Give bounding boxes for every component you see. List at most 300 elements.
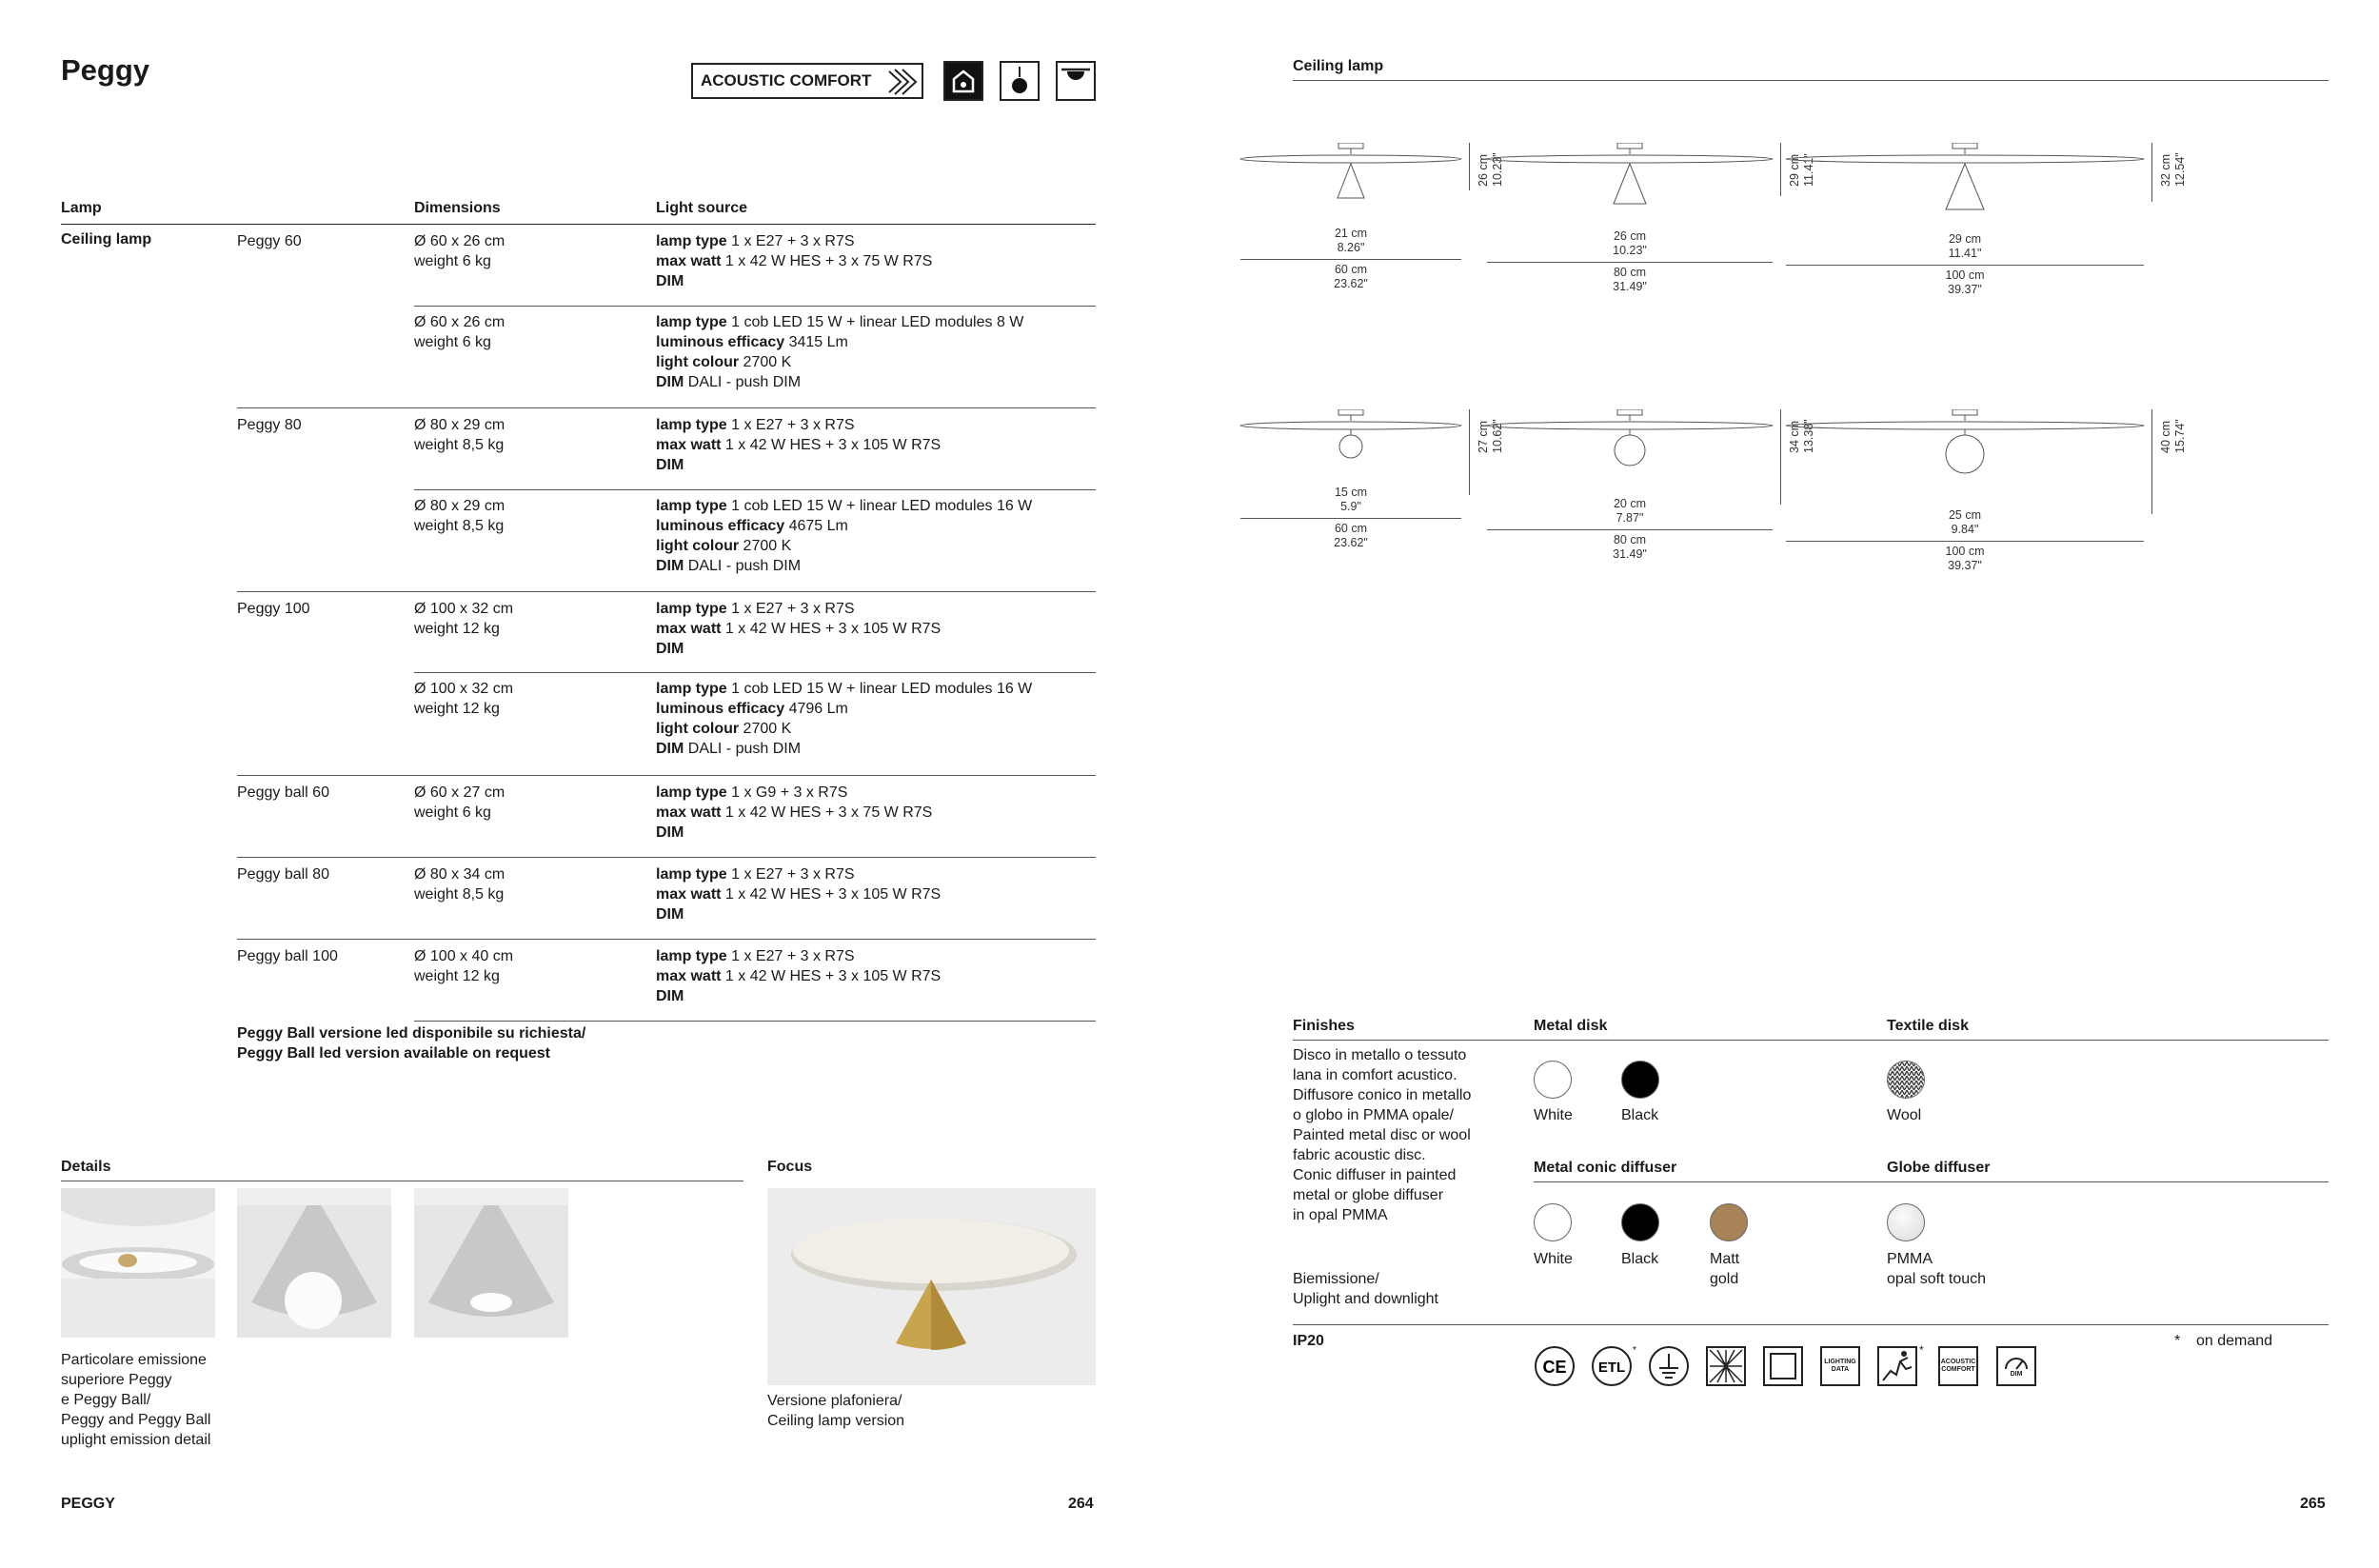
spec-line <box>656 536 1032 556</box>
spec-line <box>656 823 932 843</box>
spec-key: light colour <box>656 721 740 737</box>
emission-note <box>1293 1269 1438 1309</box>
dimensions-line: weight 12 kg <box>414 701 500 717</box>
acoustic-comfort-cert-icon: ACOUSTIC COMFORT <box>1938 1346 1978 1386</box>
shade-dimension <box>1573 229 1687 258</box>
spec-value: 1 cob LED 15 W + linear LED modules 8 W <box>726 314 1024 330</box>
spec-line <box>656 966 941 986</box>
shade-dimension-value: 8.26" <box>1337 241 1365 254</box>
spec-line <box>656 679 1032 699</box>
spec-value: 1 x E27 + 3 x R7S <box>726 866 855 883</box>
asterisk-mark: * <box>1919 1343 1924 1357</box>
details-caption-line: superiore Peggy <box>61 1372 172 1388</box>
spec-key: lamp type <box>656 784 727 801</box>
cone-shade <box>1946 164 1984 209</box>
disk <box>1487 155 1773 163</box>
led-note <box>237 1023 585 1063</box>
ceiling-mount-icon <box>1056 61 1096 101</box>
swatch-label: White <box>1534 1107 1573 1123</box>
on-demand-note: on demand <box>2196 1333 2273 1349</box>
table-row-rule <box>237 407 1096 408</box>
spec-line <box>656 904 941 924</box>
disk <box>1240 422 1461 429</box>
textile-disk-heading: Textile disk <box>1887 1018 1969 1034</box>
spec-key: DIM <box>656 273 684 289</box>
page-title: Peggy <box>61 53 150 87</box>
canopy <box>1617 143 1642 149</box>
spec-key: luminous efficacy <box>656 518 785 534</box>
led-note-line-1: Peggy Ball versione led disponibile su richiesta/ <box>237 1025 586 1042</box>
spec-line <box>656 884 941 904</box>
spec-value: DALI - push DIM <box>684 374 802 390</box>
model-name: Peggy ball 100 <box>237 948 338 964</box>
light-source-cell <box>656 599 941 659</box>
spec-key: DIM <box>656 741 684 757</box>
lighting-data-icon: LIGHTING DATA <box>1820 1346 1860 1386</box>
model-name: Peggy ball 80 <box>237 866 329 883</box>
spec-value: 1 x E27 + 3 x R7S <box>726 948 855 964</box>
globe-shade <box>1615 435 1645 466</box>
dimensions-line: Ø 100 x 32 cm <box>414 681 514 697</box>
finishes-description-line: o globo in PMMA opale/ <box>1293 1107 1454 1123</box>
spec-value: 1 x G9 + 3 x R7S <box>726 784 848 801</box>
canopy <box>1338 143 1363 149</box>
spec-key: DIM <box>656 374 684 390</box>
spec-key: max watt <box>656 886 722 903</box>
spec-value: 4675 Lm <box>784 518 848 534</box>
swatch-metal-disk-white[interactable] <box>1534 1061 1572 1099</box>
dimensions-cell <box>414 415 505 455</box>
height-dimension-value: 10.23" <box>1491 152 1504 187</box>
spec-line <box>656 415 941 435</box>
height-dimension <box>2159 419 2188 453</box>
dimensions-cell <box>414 231 505 271</box>
spec-key: lamp type <box>656 866 727 883</box>
spec-key: max watt <box>656 968 722 984</box>
swatch-label-line: PMMA <box>1887 1251 1933 1267</box>
dimensions-line: weight 12 kg <box>414 968 500 984</box>
spec-line <box>656 619 941 639</box>
shade-dimension-value: 9.84" <box>1951 523 1979 536</box>
spec-line <box>656 639 941 659</box>
diameter-dimension-value: 100 cm <box>1945 268 1985 282</box>
dimensions-line: Ø 100 x 40 cm <box>414 948 514 964</box>
ip-rating: IP20 <box>1293 1333 1324 1349</box>
spec-value: 1 x 42 W HES + 3 x 105 W R7S <box>721 437 942 453</box>
light-source-cell <box>656 864 941 924</box>
spec-key: lamp type <box>656 498 727 514</box>
table-row-rule <box>237 591 1096 592</box>
spec-key: max watt <box>656 437 722 453</box>
spec-key: lamp type <box>656 233 727 249</box>
dimensions-line: Ø 60 x 26 cm <box>414 233 506 249</box>
height-dimension-value: 12.54" <box>2173 152 2187 187</box>
dimensions-cell <box>414 679 513 719</box>
canopy <box>1953 409 1977 415</box>
height-dimension-value: 34 cm <box>1788 420 1801 453</box>
dimensions-line: weight 12 kg <box>414 621 500 637</box>
height-dimension-line <box>2151 409 2152 514</box>
diameter-dimension-value: 39.37" <box>1948 283 1982 296</box>
spec-line <box>656 699 1032 719</box>
dimensions-line: Ø 100 x 32 cm <box>414 601 514 617</box>
spec-value: 1 x E27 + 3 x R7S <box>726 417 855 433</box>
spec-line <box>656 496 1032 516</box>
dimensions-line: Ø 60 x 26 cm <box>414 314 506 330</box>
spec-value: 1 x E27 + 3 x R7S <box>726 233 855 249</box>
swatch-label: Black <box>1621 1251 1659 1267</box>
height-dimension-value: 32 cm <box>2159 153 2172 187</box>
spec-value: 2700 K <box>739 538 792 554</box>
spec-line <box>656 864 941 884</box>
spec-value: 1 x 42 W HES + 3 x 75 W R7S <box>721 253 933 269</box>
canopy <box>1617 409 1642 415</box>
details-caption-line: e Peggy Ball/ <box>61 1392 151 1408</box>
led-note-line-2: Peggy Ball led version available on request <box>237 1045 551 1062</box>
spec-line <box>656 455 941 475</box>
swatch-label-line: opal soft touch <box>1887 1271 1987 1287</box>
etl-listed-icon <box>1591 1345 1636 1387</box>
spec-line <box>656 783 932 803</box>
globe-shade <box>1339 435 1362 458</box>
spec-key: lamp type <box>656 948 727 964</box>
ce-mark-icon <box>1534 1345 1576 1387</box>
dimensions-line: weight 6 kg <box>414 804 491 821</box>
svg-text:ETL: ETL <box>1597 1360 1626 1376</box>
shade-dimension <box>1294 227 1408 255</box>
focus-caption <box>767 1391 904 1431</box>
height-dimension-value: 40 cm <box>2159 420 2172 453</box>
model-name: Peggy 80 <box>237 417 302 433</box>
dimensions-line: weight 6 kg <box>414 253 491 269</box>
spec-line <box>656 332 1023 352</box>
light-source-cell <box>656 231 932 291</box>
height-dimension-value: 26 cm <box>1477 153 1490 187</box>
spec-line <box>656 231 932 251</box>
shade-dimension-value: 26 cm <box>1613 229 1647 243</box>
dimensions-line: Ø 80 x 29 cm <box>414 498 506 514</box>
sound-waves-icon <box>885 68 918 96</box>
light-source-cell <box>656 679 1032 759</box>
diameter-dimension-value: 80 cm <box>1613 533 1647 546</box>
class-1-ground-icon <box>1648 1345 1690 1387</box>
spec-key: lamp type <box>656 601 727 617</box>
spec-key: luminous efficacy <box>656 334 785 350</box>
diameter-dimension-line <box>1487 529 1773 530</box>
height-dimension-value: 15.74" <box>2173 419 2187 453</box>
spec-line <box>656 599 941 619</box>
shade-dimension <box>1908 508 2022 537</box>
dimensions-line: Ø 80 x 29 cm <box>414 417 506 433</box>
class-2-insulation-icon <box>1763 1346 1803 1386</box>
drawings-heading: Ceiling lamp <box>1293 58 1384 74</box>
dimensions-line: Ø 60 x 27 cm <box>414 784 506 801</box>
spec-value: 4796 Lm <box>784 701 848 717</box>
finishes-description-line: Diffusore conico in metallo <box>1293 1087 1472 1103</box>
canopy <box>1953 143 1977 149</box>
spec-key: DIM <box>656 824 684 841</box>
focus-heading: Focus <box>767 1159 813 1175</box>
height-dimension-value: 11.41" <box>1802 153 1815 187</box>
svg-text:*: * <box>1633 1345 1636 1356</box>
spec-key: DIM <box>656 457 684 473</box>
focus-caption-line: Ceiling lamp version <box>767 1413 905 1429</box>
shade-dimension <box>1908 232 2022 261</box>
globe-diffuser-heading: Globe diffuser <box>1887 1160 1991 1176</box>
table-row-rule <box>237 939 1096 940</box>
dimensions-cell <box>414 599 513 639</box>
table-row-rule <box>237 857 1096 858</box>
drawings-rule <box>1293 80 2329 81</box>
shade-dimension-value: 29 cm <box>1948 232 1982 246</box>
dimensions-cell <box>414 783 505 823</box>
details-heading: Details <box>61 1159 111 1175</box>
diameter-dimension-value: 100 cm <box>1945 545 1985 558</box>
spec-line <box>656 372 1023 392</box>
spec-key: lamp type <box>656 314 727 330</box>
swatch-textile-wool[interactable] <box>1887 1061 1925 1099</box>
spec-value: DALI - push DIM <box>684 558 802 574</box>
spec-line <box>656 719 1032 739</box>
diffuser-rule <box>1534 1181 2329 1182</box>
shade-dimension-value: 5.9" <box>1340 500 1361 513</box>
height-dimension-value: 29 cm <box>1788 153 1801 187</box>
spec-key: max watt <box>656 804 722 821</box>
finishes-heading: Finishes <box>1293 1018 1355 1034</box>
diameter-dimension-line <box>1786 265 2144 266</box>
diameter-dimension-value: 31.49" <box>1613 280 1647 293</box>
height-dimension-line <box>1469 409 1470 495</box>
disk <box>1786 422 2144 429</box>
swatch-metal-disk-black[interactable] <box>1621 1061 1659 1099</box>
spec-key: DIM <box>656 906 684 923</box>
col-header-light-source: Light source <box>656 200 748 216</box>
canopy <box>1338 409 1363 415</box>
finishes-rule <box>1293 1040 2329 1041</box>
disk <box>1786 155 2144 163</box>
diameter-dimension-value: 60 cm <box>1334 263 1368 276</box>
diameter-dimension-line <box>1487 262 1773 263</box>
spec-line <box>656 803 932 823</box>
ball-lamp-drawing <box>1774 409 2155 524</box>
height-dimension-value: 27 cm <box>1477 420 1490 453</box>
globe-shade <box>1946 435 1984 473</box>
finishes-description <box>1293 1045 1471 1225</box>
page-number-right: 265 <box>2300 1496 2326 1512</box>
acoustic-comfort-label: ACOUSTIC COMFORT <box>701 71 872 89</box>
dim-label: DIM <box>2010 1371 2023 1378</box>
table-row-rule <box>414 306 1096 307</box>
details-caption-line: Peggy and Peggy Ball <box>61 1412 211 1428</box>
spec-key: DIM <box>656 641 684 657</box>
table-row-rule <box>237 775 1096 776</box>
spec-key: luminous efficacy <box>656 701 785 717</box>
diameter-dimension <box>1908 268 2022 297</box>
shade-dimension-value: 21 cm <box>1334 227 1368 240</box>
light-source-cell <box>656 783 932 843</box>
spec-value: 1 cob LED 15 W + linear LED modules 16 W <box>726 681 1033 697</box>
spec-line <box>656 986 941 1006</box>
table-row-rule <box>414 672 1096 673</box>
focus-photo <box>767 1188 1096 1385</box>
diameter-dimension-value: 80 cm <box>1613 266 1647 279</box>
swatch-conic-matt-gold[interactable] <box>1710 1203 1748 1241</box>
spec-key: lamp type <box>656 417 727 433</box>
dimensions-line: weight 6 kg <box>414 334 491 350</box>
height-dimension-line <box>1469 143 1470 190</box>
details-caption-line: uplight emission detail <box>61 1432 211 1448</box>
diameter-dimension-value: 23.62" <box>1334 536 1368 549</box>
height-dimension-value: 10.62" <box>1491 419 1504 453</box>
cone-shade <box>1338 164 1364 198</box>
spec-key: max watt <box>656 621 722 637</box>
spec-value: 1 x E27 + 3 x R7S <box>726 601 855 617</box>
dimensions-line: weight 8,5 kg <box>414 437 505 453</box>
disk <box>1487 422 1773 429</box>
spec-key: max watt <box>656 253 722 269</box>
diameter-dimension-value: 60 cm <box>1334 522 1368 535</box>
footer-product-name: PEGGY <box>61 1496 115 1512</box>
indoor-use-icon <box>943 61 983 101</box>
swatch-label: White <box>1534 1251 1573 1267</box>
swatch-globe-pmma[interactable] <box>1887 1203 1925 1241</box>
finishes-description-line: Conic diffuser in painted <box>1293 1167 1457 1183</box>
swatch-conic-white[interactable] <box>1534 1203 1572 1241</box>
spec-value: 1 x 42 W HES + 3 x 75 W R7S <box>721 804 933 821</box>
dimensions-line: weight 8,5 kg <box>414 518 505 534</box>
page-number-left: 264 <box>1068 1496 1094 1512</box>
emergency-exit-icon <box>1877 1346 1917 1386</box>
light-source-cell <box>656 415 941 475</box>
swatch-label: Wool <box>1887 1107 1922 1123</box>
category-ceiling-lamp: Ceiling lamp <box>61 231 152 248</box>
model-name: Peggy 100 <box>237 601 310 617</box>
detail-photo-ball <box>237 1188 391 1338</box>
light-source-cell <box>656 496 1032 576</box>
shade-dimension-value: 10.23" <box>1613 244 1647 257</box>
diameter-dimension-line <box>1786 541 2144 542</box>
diameter-dimension-line <box>1240 518 1461 519</box>
details-caption <box>61 1350 210 1450</box>
spec-value: 1 x 42 W HES + 3 x 105 W R7S <box>721 621 942 637</box>
detail-photo-uplight <box>61 1188 215 1338</box>
disk <box>1240 155 1461 163</box>
spec-value: 2700 K <box>739 354 792 370</box>
details-caption-line: Particolare emissione <box>61 1352 207 1368</box>
spec-line <box>656 435 941 455</box>
diameter-dimension-value: 39.37" <box>1948 559 1982 572</box>
diameter-dimension <box>1294 263 1408 291</box>
ip-rule <box>1293 1324 2329 1325</box>
spec-line <box>656 946 941 966</box>
table-header-rule <box>61 224 1096 225</box>
diameter-dimension <box>1573 533 1687 562</box>
dimensions-line: Ø 80 x 34 cm <box>414 866 506 883</box>
diameter-dimension <box>1294 522 1408 550</box>
finishes-description-line: lana in comfort acustico. <box>1293 1067 1457 1083</box>
model-name: Peggy ball 60 <box>237 784 329 801</box>
spec-value: 1 x 42 W HES + 3 x 105 W R7S <box>721 968 942 984</box>
height-dimension-value: 13.38" <box>1802 419 1815 453</box>
finishes-description-line: Disco in metallo o tessuto <box>1293 1047 1467 1063</box>
model-name: Peggy 60 <box>237 233 302 249</box>
spec-value: 1 x 42 W HES + 3 x 105 W R7S <box>721 886 942 903</box>
spec-line <box>656 556 1032 576</box>
dimensions-cell <box>414 864 505 904</box>
surface-mount-icon <box>1706 1346 1746 1386</box>
on-demand-mark: * <box>2174 1333 2181 1349</box>
spec-value: 1 cob LED 15 W + linear LED modules 16 W <box>726 498 1033 514</box>
swatch-label <box>1710 1249 1739 1289</box>
shade-dimension-value: 15 cm <box>1334 486 1368 499</box>
metal-disk-heading: Metal disk <box>1534 1018 1608 1034</box>
finishes-description-line: Painted metal disc or wool <box>1293 1127 1471 1143</box>
spec-value: DALI - push DIM <box>684 741 802 757</box>
acoustic-comfort-badge <box>691 63 923 99</box>
spec-key: DIM <box>656 988 684 1004</box>
diameter-dimension <box>1908 545 2022 573</box>
swatch-label-line: Matt <box>1710 1251 1740 1267</box>
swatch-label: Black <box>1621 1107 1659 1123</box>
focus-caption-line: Versione plafoniera/ <box>767 1393 902 1409</box>
spec-value: 3415 Lm <box>784 334 848 350</box>
table-row-rule <box>414 1021 1096 1022</box>
light-source-cell <box>656 312 1023 392</box>
diameter-dimension-value: 31.49" <box>1613 547 1647 561</box>
spec-key: lamp type <box>656 681 727 697</box>
spec-value: 2700 K <box>739 721 792 737</box>
shade-dimension-value: 7.87" <box>1616 511 1644 525</box>
shade-dimension-value: 20 cm <box>1613 497 1647 510</box>
light-source-cell <box>656 946 941 1006</box>
cone-shade <box>1614 164 1646 204</box>
shade-dimension <box>1294 486 1408 514</box>
dimensions-cell <box>414 312 505 352</box>
height-dimension <box>2159 152 2188 187</box>
shade-dimension-value: 25 cm <box>1948 508 1982 522</box>
spec-key: DIM <box>656 558 684 574</box>
swatch-label <box>1887 1249 1986 1289</box>
emission-note-line: Uplight and downlight <box>1293 1291 1438 1307</box>
spec-line <box>656 352 1023 372</box>
dimensions-cell <box>414 496 505 536</box>
finishes-description-line: in opal PMMA <box>1293 1207 1388 1223</box>
spec-line <box>656 516 1032 536</box>
col-header-lamp: Lamp <box>61 200 102 216</box>
ceiling-globe-icon <box>1000 61 1040 101</box>
spec-line <box>656 271 932 291</box>
spec-key: light colour <box>656 538 740 554</box>
dimmable-icon <box>1996 1346 2036 1386</box>
spec-line <box>656 312 1023 332</box>
spec-line <box>656 739 1032 759</box>
ce-mark-text: CE <box>1542 1358 1567 1377</box>
finishes-description-line: fabric acoustic disc. <box>1293 1147 1426 1163</box>
dimensions-line: weight 8,5 kg <box>414 886 505 903</box>
emission-note-line: Biemissione/ <box>1293 1271 1379 1287</box>
swatch-label-line: gold <box>1710 1271 1739 1287</box>
detail-photo-cone <box>414 1188 568 1338</box>
shade-dimension-value: 11.41" <box>1948 247 1982 260</box>
height-dimension-line <box>2151 143 2152 202</box>
diameter-dimension-value: 23.62" <box>1334 277 1368 290</box>
col-header-dimensions: Dimensions <box>414 200 501 216</box>
swatch-conic-black[interactable] <box>1621 1203 1659 1241</box>
finishes-description-line: metal or globe diffuser <box>1293 1187 1444 1203</box>
table-row-rule <box>414 489 1096 490</box>
shade-dimension <box>1573 497 1687 526</box>
dimensions-cell <box>414 946 513 986</box>
